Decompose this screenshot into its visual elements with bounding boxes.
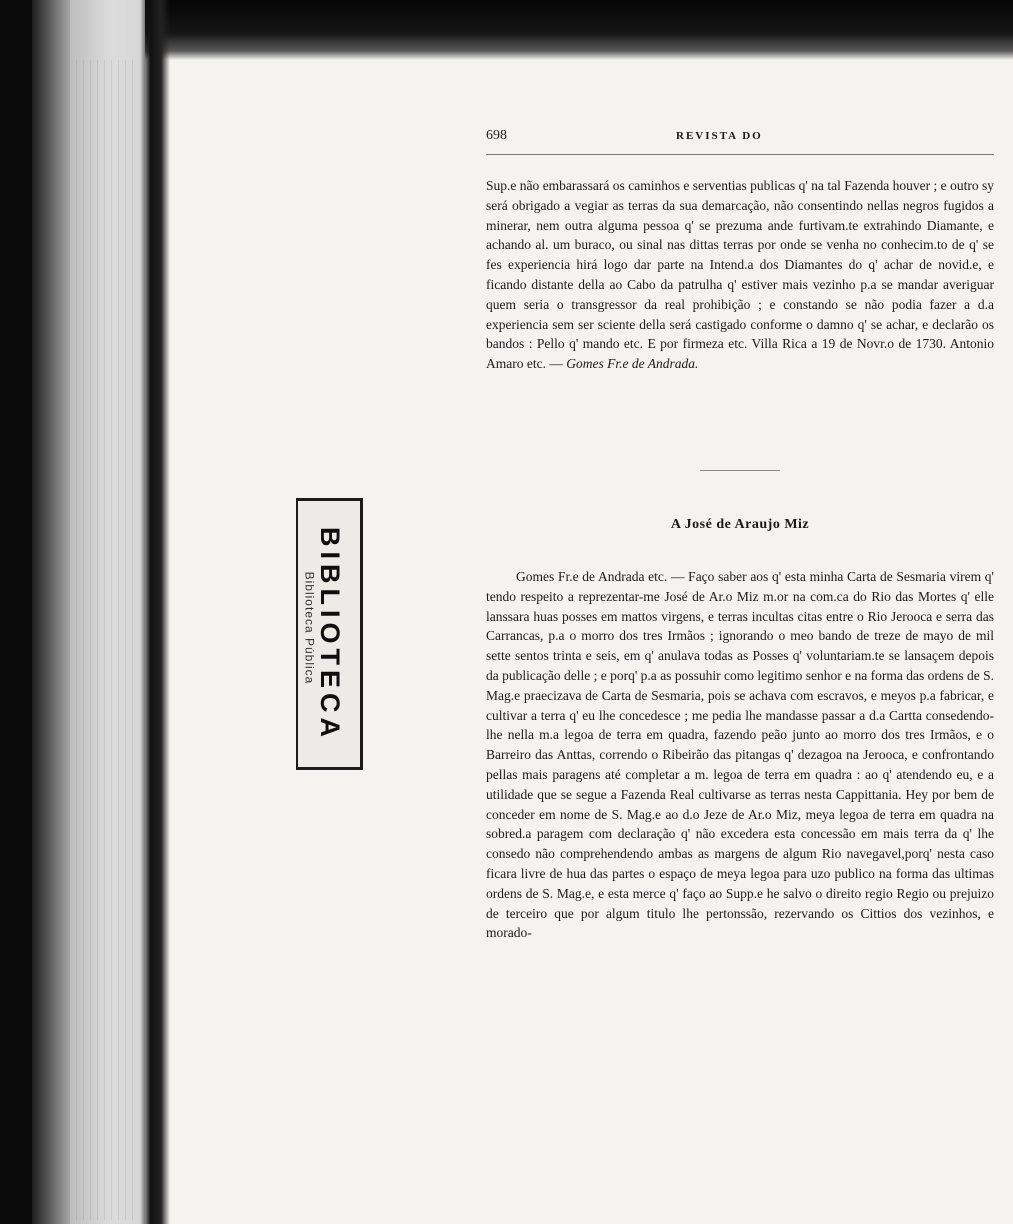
page-number: 698 xyxy=(486,128,507,143)
section-divider xyxy=(700,470,780,471)
signature: Gomes Fr.e de Andrada. xyxy=(566,356,699,372)
binding-shadow xyxy=(0,0,32,1224)
page-leaves xyxy=(76,60,138,1220)
paragraph-sesmaria: Gomes Fr.e de Andrada etc. — Faço saber aos q' esta minha Carta de Sesmaria virem q' tendo respeito a reprezentar-me José de Ar.o Miz m.or na com.ca do Rio das Mortes q' elle lanssara huas posses em mattos virgens, e terras incultas citas entre o Rio Jerooca e serra das Carrancas, p.a o morro dos tres Irmãos ; ignorando o meo bando de treze de mayo de mil sette sentos trinta e seis, em q' anulava todas as Posses q' voluntariam.te se lansaçem depois da publicação delle ; e porq' p.a as possuhir como legitimo senhor e na forma das ordens de S. Mag.e praecizava de Carta de Sesmaria, pois se achava com escravos, e meyos p.a fabricar, e cultivar a terra q' eu lhe concedesce ; me pedia lhe mandasse passar a d.a Cartta consedendo-lhe nella m.a legoa de terra em quadra, fazendo peão junto ao morro dos tres Irmãos, e o Barreiro das Anttas, correndo o Ribeirão das pitangas q' dezagoa na Jerooca, e confrontando pellas mais paragens até completar a m. legoa de terra em quadra : ao q' atendendo eu, e a utilidade que se segue a Fazenda Real cultivarse as terras nesta Cappittania. Hey por bem de conceder em nome de S. Mag.e ao d.o Jeze de Ar.o Miz, meya legoa de terra em quadra na sobred.a paragem com declaração q' não excedera esta concessão em mais terra da q' lhe consedo não comprehendendo ambas as margens de algum Rio navegavel,porq' nesta caso ficara livre de hua das partes o espaço de meya legoa para uzo publico na forma das ultimas ordens de S. Mag.e, e esta merce q' faço ao Supp.e he salvo o direito regio Regio ou prejuizo de terceiro que por algum titulo lhe pertonssão, rezervando os Cittios dos vezinhos, e morado- xyxy=(486,569,994,941)
stamp-sublabel-wrap xyxy=(301,508,317,748)
stamp-sublabel: Biblioteca Pública xyxy=(302,571,317,685)
page-header xyxy=(486,128,994,150)
section-heading: A José de Araujo Miz xyxy=(670,517,810,532)
binding-gradient xyxy=(32,0,70,1224)
binding-edge xyxy=(140,0,170,1224)
paragraph-text: Sup.e não embarassará os caminhos e serventias publicas q' na tal Fazenda houver ; e outro sy será obrigado a vegiar as terras da sua demarcação, não consentindo nellas negros fugidos a minerar, nem outra alguma pessoa q' se prezuma ande furtivam.te extrahindo Diamante, e achando al. um buraco, ou sinal nas dittas terras por onde se venha no conhecim.to de q' se fes experiencia hirá logo dar parte na Intend.a dos Diamantes do q' achar de novid.e, e ficando distante della ao Cabo da patrulha q' estiver mais vezinho p.a se mandar averiguar quem seria o transgressor da real prohibição ; e constando se não podia fazer a d.a experiencia sem ser sciente della será castigado conforme o damno q' se achar, e declarão os bandos : Pello q' mando etc. E por firmeza etc. Villa Rica a 19 de Novr.o de 1730. Antonio Amaro etc. — xyxy=(486,178,994,372)
header-rule xyxy=(486,154,994,155)
paragraph-continuation xyxy=(486,176,994,374)
stamp-label: BIBLIOTECA xyxy=(314,526,345,742)
running-head: REVISTA DO xyxy=(676,130,763,142)
